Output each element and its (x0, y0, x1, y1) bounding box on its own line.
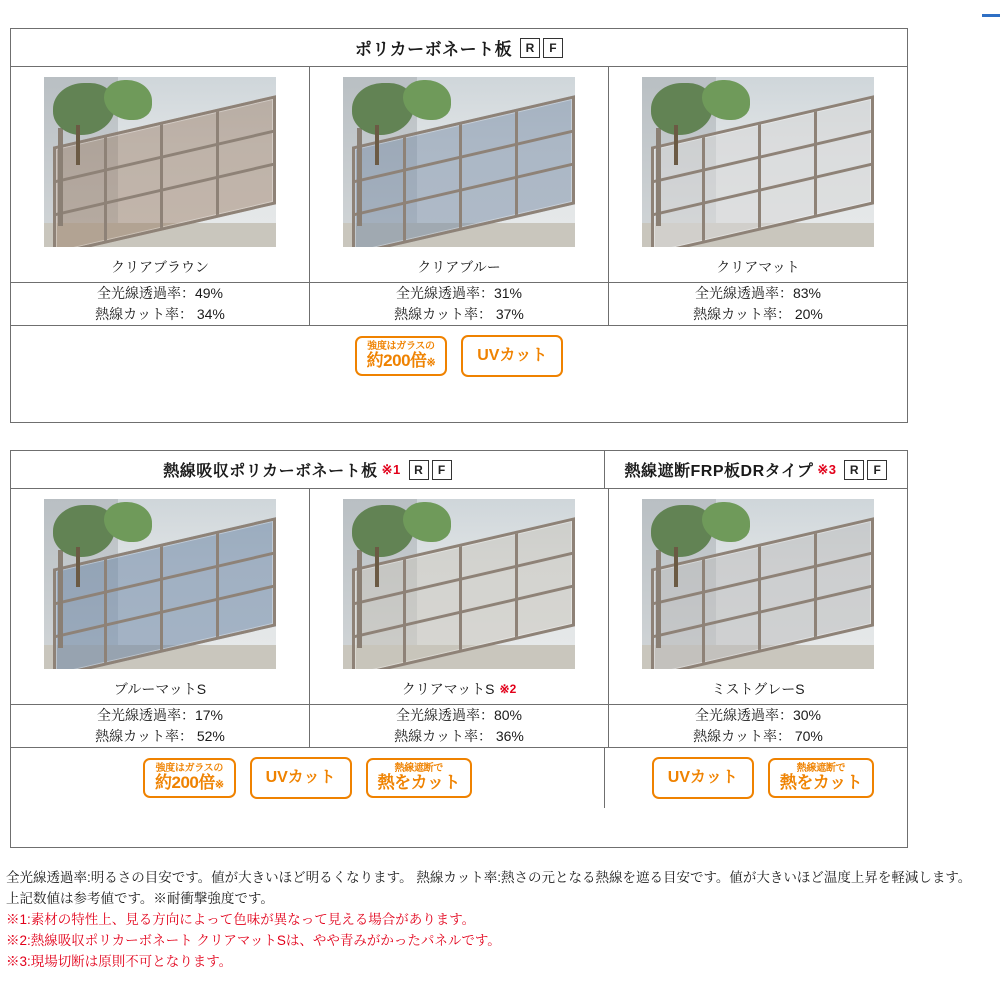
product-column-clear-matte-s (310, 489, 609, 747)
panel-2-title-right-note: ※3 (817, 461, 837, 477)
carport-photo-clear-brown (44, 77, 276, 247)
spec-heat-cut: 熱線カット率： 37% (394, 306, 524, 322)
panel-1-badge-row (11, 325, 907, 386)
badge-strength-small: 強度はガラスの (155, 763, 224, 775)
panel-1-columns (11, 67, 907, 325)
product-specs (609, 704, 907, 747)
carport-photo-clear-blue (343, 77, 575, 247)
badge-strength-big: 約200倍※ (154, 773, 224, 793)
badge-heat-cut-big: 熱をカット (779, 773, 863, 793)
product-name: ミストグレーS (711, 681, 805, 697)
badge-heat-cut-big: 熱をカット (377, 773, 460, 793)
spec-heat-cut: 熱線カット率： 34% (95, 306, 225, 322)
spec-transmittance: 全光線透過率：83% (694, 285, 822, 301)
photo-wrap (11, 67, 309, 252)
badge-r-icon: R (844, 460, 864, 480)
panel-2-header-left (11, 451, 605, 488)
product-name: クリアマット (716, 259, 800, 275)
badge-r-icon: R (520, 38, 540, 58)
product-column-clear-matte (609, 67, 907, 325)
panel-2-title-left: 熱線吸収ポリカーボネート板 (163, 463, 378, 480)
carport-photo-mist-gray-s (642, 499, 874, 669)
photo-wrap (310, 67, 608, 252)
badge-strength (143, 758, 236, 798)
badge-uv-cut: UVカット (250, 757, 352, 799)
panel-2-header-right (605, 451, 907, 488)
panel-2-badges-right (619, 748, 907, 808)
footnotes (6, 868, 996, 973)
badge-heat-cut (768, 758, 874, 798)
spec-transmittance: 全光線透過率：17% (96, 707, 224, 723)
product-column-blue-matte-s (11, 489, 310, 747)
panel-1-header (11, 29, 907, 67)
product-name: クリアブラウン (111, 259, 209, 275)
footnote-line: ※1:素材の特性上、見る方向によって色味が異なって見える場合があります。 (6, 911, 476, 927)
footnote-line: 全光線透過率:明るさの目安です。値が大きいほど明るくなります。 熱線カット率:熱さの元となる熱線を遮る目安です。値が大きいほど温度上昇を軽減します。 (6, 870, 972, 885)
carport-photo-clear-matte-s (343, 499, 575, 669)
product-column-clear-brown (11, 67, 310, 325)
badge-r-icon: R (409, 460, 429, 480)
product-caption (310, 252, 608, 282)
product-specs (310, 282, 608, 325)
panel-polycarbonate (10, 28, 908, 423)
photo-wrap (609, 489, 907, 674)
spec-heat-cut: 熱線カット率： 20% (693, 306, 823, 322)
corner-mark (982, 14, 1000, 17)
product-specs (11, 282, 309, 325)
product-name: クリアブルー (417, 259, 501, 275)
badge-heat-cut-small: 熱線遮断で (796, 763, 846, 775)
footnote-line: ※3:現場切断は原則不可となります。 (6, 953, 233, 969)
spec-transmittance: 全光線透過率：30% (694, 707, 822, 723)
badge-strength-big: 約200倍※ (366, 351, 436, 371)
panel-2-title-right: 熱線遮断FRP板DRタイプ (624, 463, 814, 480)
product-column-clear-blue (310, 67, 609, 325)
product-specs (609, 282, 907, 325)
badge-heat-cut (366, 758, 472, 798)
product-caption (310, 674, 608, 704)
badge-uv-cut: UVカット (652, 757, 754, 799)
panel-2-right-rf-badges (844, 460, 887, 480)
photo-wrap (609, 67, 907, 252)
spec-heat-cut: 熱線カット率： 52% (95, 728, 225, 744)
panel-2-header (11, 451, 907, 489)
panel-2-title-left-note: ※1 (381, 461, 401, 477)
product-specs (310, 704, 608, 747)
product-column-mist-gray-s (609, 489, 907, 747)
product-caption (11, 252, 309, 282)
panel-2-badge-row (11, 747, 907, 808)
panel-2-badges-left (11, 748, 605, 808)
product-caption (609, 252, 907, 282)
badge-heat-cut-small: 熱線遮断で (394, 763, 444, 775)
photo-wrap (310, 489, 608, 674)
badge-strength (355, 336, 448, 376)
carport-photo-clear-matte (642, 77, 874, 247)
footnote-line: 上記数値は参考値です。※耐衝撃強度です。 (6, 890, 274, 906)
badge-f-icon: F (543, 38, 563, 58)
product-caption (11, 674, 309, 704)
panel-1-title: ポリカーボネート板 (354, 40, 513, 59)
carport-photo-blue-matte-s (44, 499, 276, 669)
spec-transmittance: 全光線透過率：80% (395, 707, 523, 723)
photo-wrap (11, 489, 309, 674)
badge-uv-cut: UVカット (461, 335, 563, 377)
panel-2-left-rf-badges (409, 460, 452, 480)
panel-2-columns (11, 489, 907, 747)
badge-f-icon: F (867, 460, 887, 480)
panel-heat-absorbing (10, 450, 908, 848)
badge-strength-small: 強度はガラスの (367, 341, 435, 353)
panel-1-rf-badges (520, 38, 563, 58)
spec-heat-cut: 熱線カット率： 36% (394, 728, 524, 744)
product-name: クリアマットS (401, 681, 495, 697)
badge-f-icon: F (432, 460, 452, 480)
spec-transmittance: 全光線透過率：49% (96, 285, 224, 301)
product-specs (11, 704, 309, 747)
spec-transmittance: 全光線透過率：31% (395, 285, 523, 301)
spec-heat-cut: 熱線カット率： 70% (693, 728, 823, 744)
product-caption (609, 674, 907, 704)
footnote-line: ※2:熱線吸収ポリカーボネート クリアマットSは、やや青みがかったパネルです。 (6, 932, 501, 948)
product-name-note: ※2 (499, 682, 517, 696)
product-name: ブルーマットS (113, 681, 207, 697)
